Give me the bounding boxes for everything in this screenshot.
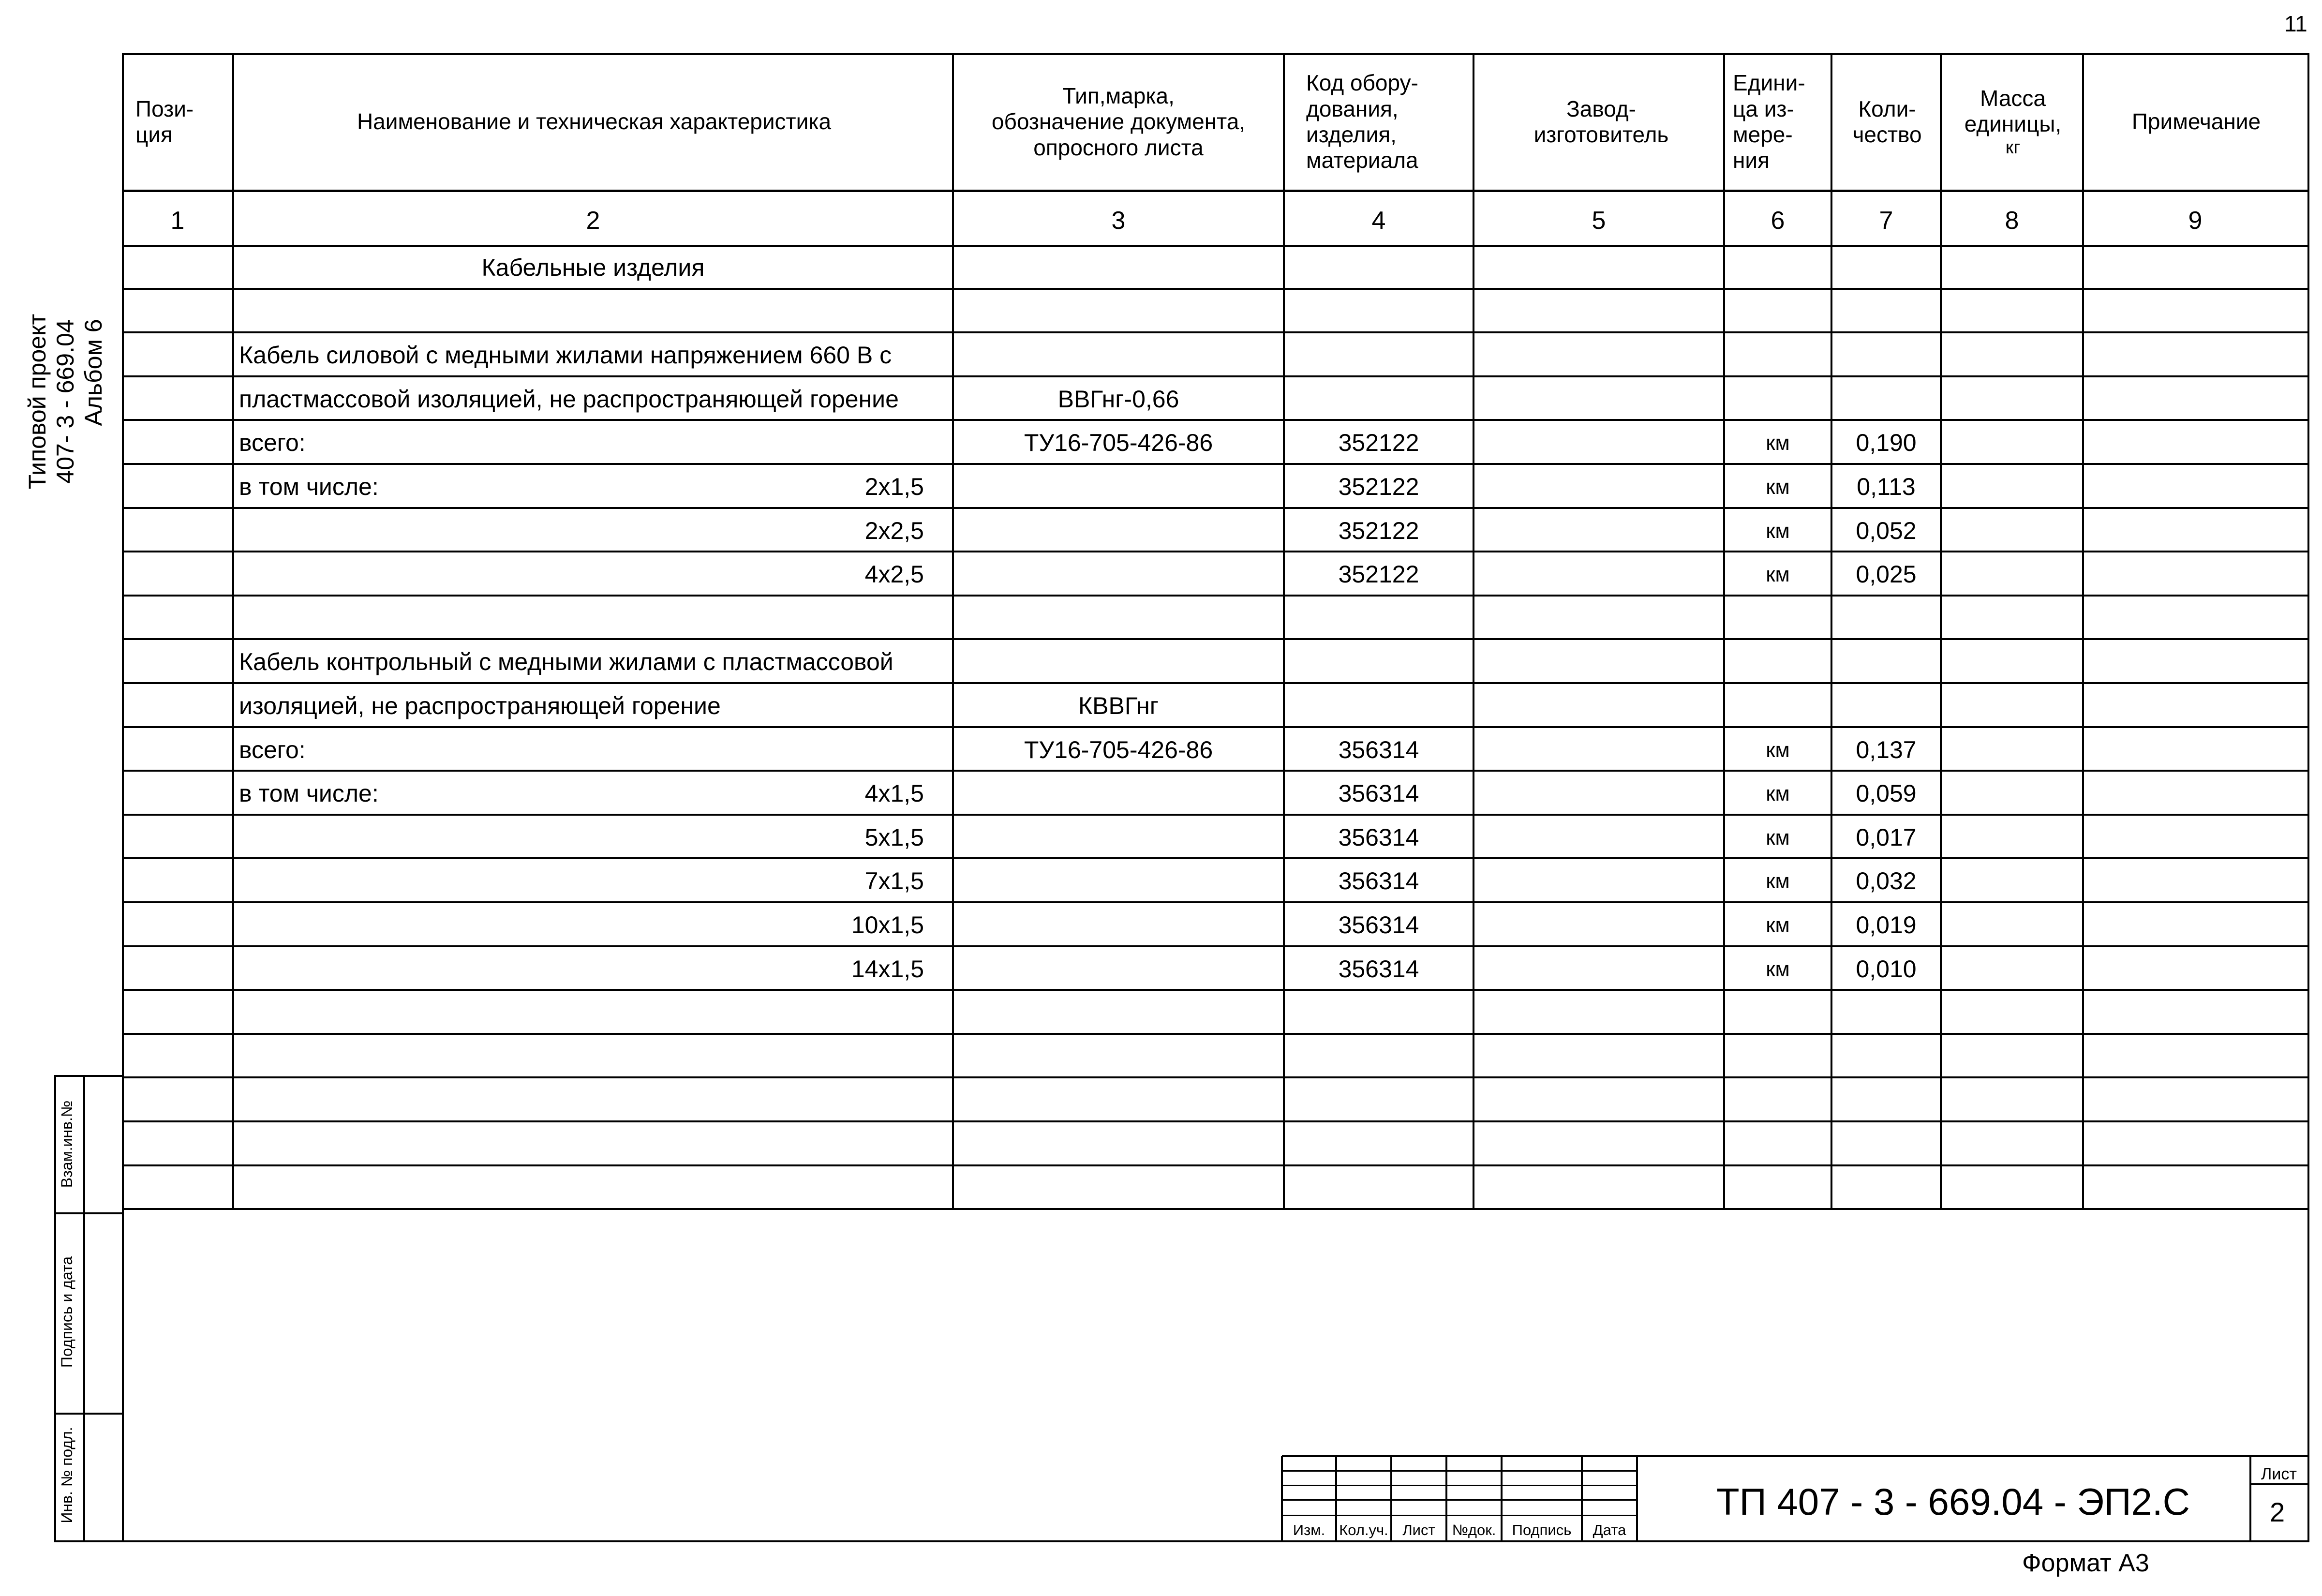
row-name: в том числе: [239,473,379,500]
side-stamp-line1: Типовой проект [24,313,51,490]
row-type: КВВГнг [1078,692,1159,719]
row-code: 356314 [1338,736,1419,763]
row-type: ВВГнг-0,66 [1057,385,1179,413]
row-code: 356314 [1338,955,1419,983]
row-size: 4х2,5 [864,561,924,588]
stamp-label-5: Дата [1593,1521,1626,1538]
row-code: 356314 [1338,780,1419,807]
row-code: 356314 [1338,867,1419,895]
side-stamp [23,276,107,527]
row-unit: км [1766,782,1790,806]
stamp-label-0: Изм. [1293,1521,1325,1538]
row-size: 2х1,5 [864,473,924,500]
header-quantity: Коли- чество [1852,96,1922,147]
column-number-4: 4 [1371,207,1386,235]
row-quantity: 0,059 [1856,780,1917,807]
row-unit: км [1766,475,1790,499]
header-mass: Масса единицы, кг [1964,85,2062,158]
column-number-3: 3 [1111,207,1126,235]
row-name: Кабельные изделия [481,254,705,281]
row-unit: км [1766,563,1790,587]
row-code: 352122 [1338,429,1419,457]
header-note: Примечание [2131,109,2261,134]
sheet-label: Лист [2261,1465,2297,1483]
row-quantity: 0,025 [1856,561,1917,588]
header-unit: Едини- ца из- мере- ния [1733,70,1805,173]
column-number-1: 1 [170,207,185,235]
row-type: ТУ16-705-426-86 [1024,429,1213,457]
row-name: Кабель силовой с медными жилами напряжением 660 В с [239,342,892,369]
row-quantity: 0,137 [1856,736,1917,763]
row-quantity: 0,017 [1856,823,1917,851]
column-number-6: 6 [1771,207,1785,235]
page-number: 11 [2284,11,2307,36]
row-quantity: 0,010 [1856,955,1917,983]
vzam-inv-label: Взам.инв.№ [58,1100,75,1188]
column-number-5: 5 [1592,207,1606,235]
row-unit: км [1766,738,1790,762]
row-quantity: 0,019 [1856,911,1917,939]
row-quantity: 0,052 [1856,517,1917,544]
side-stamp-line2: 407- 3 - 669.04 [52,319,79,484]
row-unit: км [1766,913,1790,937]
row-code: 352122 [1338,561,1419,588]
row-type: ТУ16-705-426-86 [1024,736,1213,763]
header-type: Тип,марка, обозначение документа, опросного листа [991,83,1246,160]
podpis-data-label: Подпись и дата [58,1256,75,1368]
row-unit: км [1766,825,1790,850]
row-size: 10х1,5 [851,911,924,939]
row-name: пластмассовой изоляцией, не распространяющей горение [239,385,899,413]
row-unit: км [1766,869,1790,894]
row-code: 356314 [1338,823,1419,851]
column-number-2: 2 [586,207,600,235]
row-code: 356314 [1338,911,1419,939]
row-unit: км [1766,957,1790,981]
format-label: Формат А3 [2022,1549,2149,1577]
inv-podl-label: Инв. № подл. [58,1427,75,1523]
row-quantity: 0,190 [1856,429,1917,457]
row-code: 352122 [1338,517,1419,544]
sheet-number: 2 [2270,1497,2285,1527]
row-code: 352122 [1338,473,1419,500]
header-name: Наименование и техническая характеристика [357,109,832,134]
column-number-8: 8 [2005,207,2019,235]
row-size: 2х2,5 [864,517,924,544]
stamp-label-4: Подпись [1512,1521,1572,1538]
column-number-9: 9 [2188,207,2203,235]
row-name: изоляцией, не распространяющей горение [239,692,721,719]
row-size: 14х1,5 [851,955,924,983]
row-quantity: 0,113 [1857,473,1916,500]
header-position: Пози- ция [135,96,194,147]
row-name: всего: [239,736,306,763]
row-name: Кабель контрольный с медными жилами с пластмассовой [239,648,893,676]
stamp-label-1: Кол.уч. [1339,1521,1388,1538]
row-quantity: 0,032 [1856,867,1917,895]
row-unit: км [1766,431,1790,455]
header-code: Код обору- дования, изделия, материала [1306,70,1418,173]
side-stamp-line3: Альбом 6 [80,319,107,426]
header-manufacturer: Завод- изготовитель [1533,96,1669,147]
row-size: 4х1,5 [864,780,924,807]
stamp-label-2: Лист [1402,1521,1435,1538]
row-unit: км [1766,519,1790,543]
row-name: в том числе: [239,780,379,807]
stamp-label-3: №док. [1452,1521,1496,1538]
row-name: всего: [239,429,306,457]
document-designation: ТП 407 - 3 - 669.04 - ЭП2.С [1716,1480,2190,1523]
column-number-7: 7 [1879,207,1893,235]
row-size: 5х1,5 [864,823,924,851]
row-size: 7х1,5 [864,867,924,895]
